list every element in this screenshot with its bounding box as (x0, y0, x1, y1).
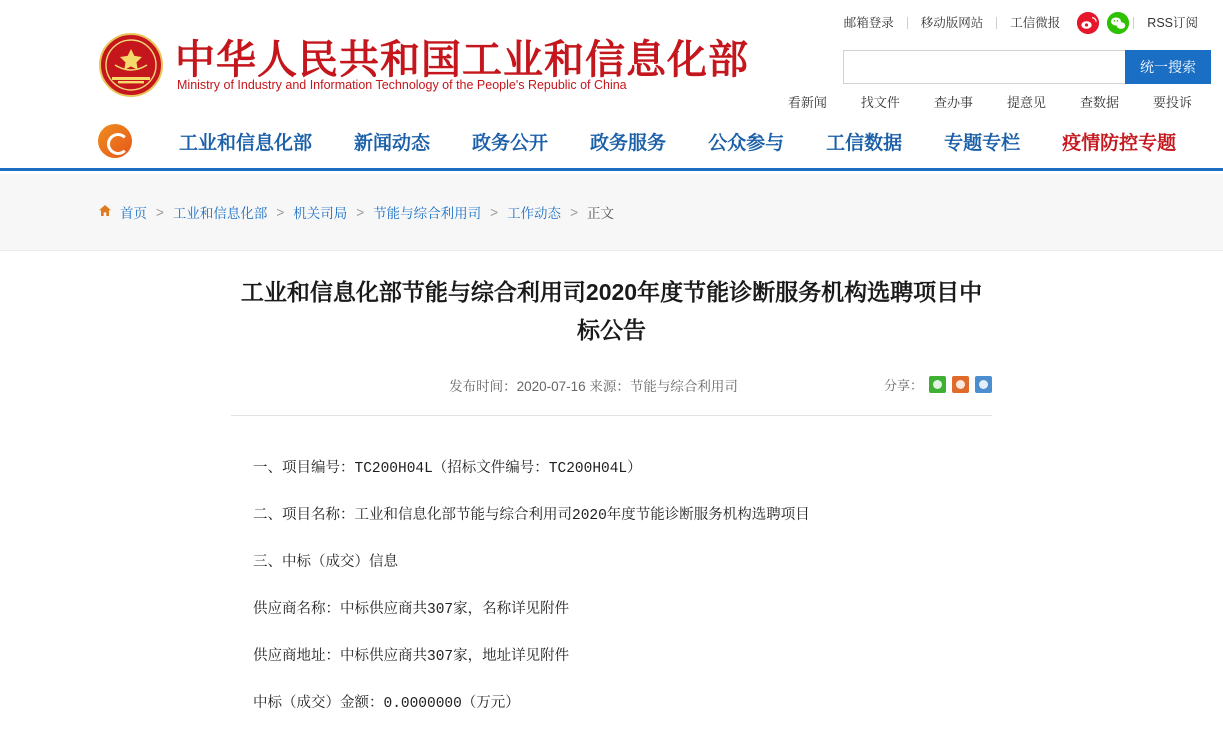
share-bar (884, 375, 992, 394)
search-input[interactable] (843, 50, 1125, 84)
publish-info: 发布时间：2020-07-16 来源：节能与综合利用司 (449, 379, 738, 394)
site-title: 中华人民共和国工业和信息化部 (175, 37, 749, 82)
nav-item-government-disclosure[interactable]: 政务公开 (472, 132, 549, 154)
breadcrumb-item-work-updates[interactable]: 工作动态 (507, 206, 562, 221)
divider (231, 415, 992, 416)
article-meta (231, 375, 992, 397)
qq-share-icon[interactable] (975, 376, 992, 393)
article-paragraph: 中标（成交）金额：0.0000000（万元） (253, 696, 520, 712)
nav-item-news[interactable]: 新闻动态 (354, 132, 431, 154)
article-paragraph: 供应商名称：中标供应商共307家，名称详见附件 (253, 602, 570, 618)
home-icon (98, 204, 112, 220)
nav-item-government-services[interactable]: 政务服务 (590, 132, 667, 154)
wechat-share-icon[interactable] (929, 376, 946, 393)
quicklink-news[interactable]: 看新闻 (787, 95, 827, 110)
quicklink-complaint[interactable]: 要投诉 (1152, 95, 1192, 110)
article-paragraph: 供应商地址：中标供应商共307家，地址详见附件 (253, 649, 570, 665)
breadcrumb-separator: > (570, 204, 578, 220)
article-paragraph: 一、项目编号：TC200H04L（招标文件编号：TC200H04L） (253, 461, 642, 477)
breadcrumb-band (0, 174, 1223, 251)
share-label: 分享： (883, 378, 923, 393)
breadcrumb-item-current: 正文 (586, 206, 614, 221)
mail-login-link[interactable]: 邮箱登录 (843, 16, 894, 30)
rss-subscribe-link[interactable]: RSS订阅 (1147, 16, 1198, 30)
miit-round-logo-icon (98, 124, 132, 158)
breadcrumb-item-energy-department[interactable]: 节能与综合利用司 (373, 206, 482, 221)
quicklink-feedback[interactable]: 提意见 (1006, 95, 1046, 110)
quick-links (771, 92, 1209, 111)
breadcrumb-separator: > (156, 204, 164, 220)
article-body (231, 458, 992, 715)
breadcrumb-separator: > (490, 204, 499, 220)
quicklink-files[interactable]: 找文件 (860, 95, 900, 110)
weibo-share-icon[interactable] (952, 376, 969, 393)
mobile-site-link[interactable]: 移动版网站 (920, 16, 984, 30)
article-paragraph: 二、项目名称：工业和信息化部节能与综合利用司2020年度节能诊断服务机构选聘项目 (253, 508, 810, 524)
article-paper (231, 251, 992, 740)
nav-item-public-participation[interactable]: 公众参与 (708, 132, 785, 154)
breadcrumb-item-ministry[interactable]: 工业和信息化部 (172, 206, 268, 221)
breadcrumb-separator: > (356, 204, 365, 220)
main-navigation (0, 114, 1223, 171)
quicklink-data[interactable]: 查数据 (1079, 95, 1119, 110)
nav-item-special-topics[interactable]: 专题专栏 (944, 132, 1021, 154)
nav-item-industry-data[interactable]: 工信数据 (826, 132, 903, 154)
page-title: 工业和信息化部节能与综合利用司2020年度节能诊断服务机构选聘项目中标公告 (240, 279, 983, 343)
breadcrumb-item-departments[interactable]: 机关司局 (293, 206, 348, 221)
nav-item-ministry[interactable]: 工业和信息化部 (179, 132, 313, 154)
miit-weibao-link[interactable]: 工信微报 (1010, 16, 1061, 30)
national-emblem-icon (98, 32, 164, 98)
search-area (843, 50, 1211, 84)
site-subtitle-en: Ministry of Industry and Information Technology of the People's Republic of China (177, 78, 627, 92)
breadcrumb (98, 202, 614, 222)
article-paragraph: 三、中标（成交）信息 (253, 555, 398, 571)
quicklink-services[interactable]: 查办事 (933, 95, 973, 110)
site-header (0, 0, 1223, 114)
breadcrumb-separator: > (276, 204, 285, 220)
nav-item-epidemic-topic[interactable]: 疫情防控专题 (1062, 132, 1177, 154)
breadcrumb-item-home[interactable]: 首页 (120, 206, 147, 221)
search-button[interactable]: 统一搜索 (1125, 50, 1211, 84)
